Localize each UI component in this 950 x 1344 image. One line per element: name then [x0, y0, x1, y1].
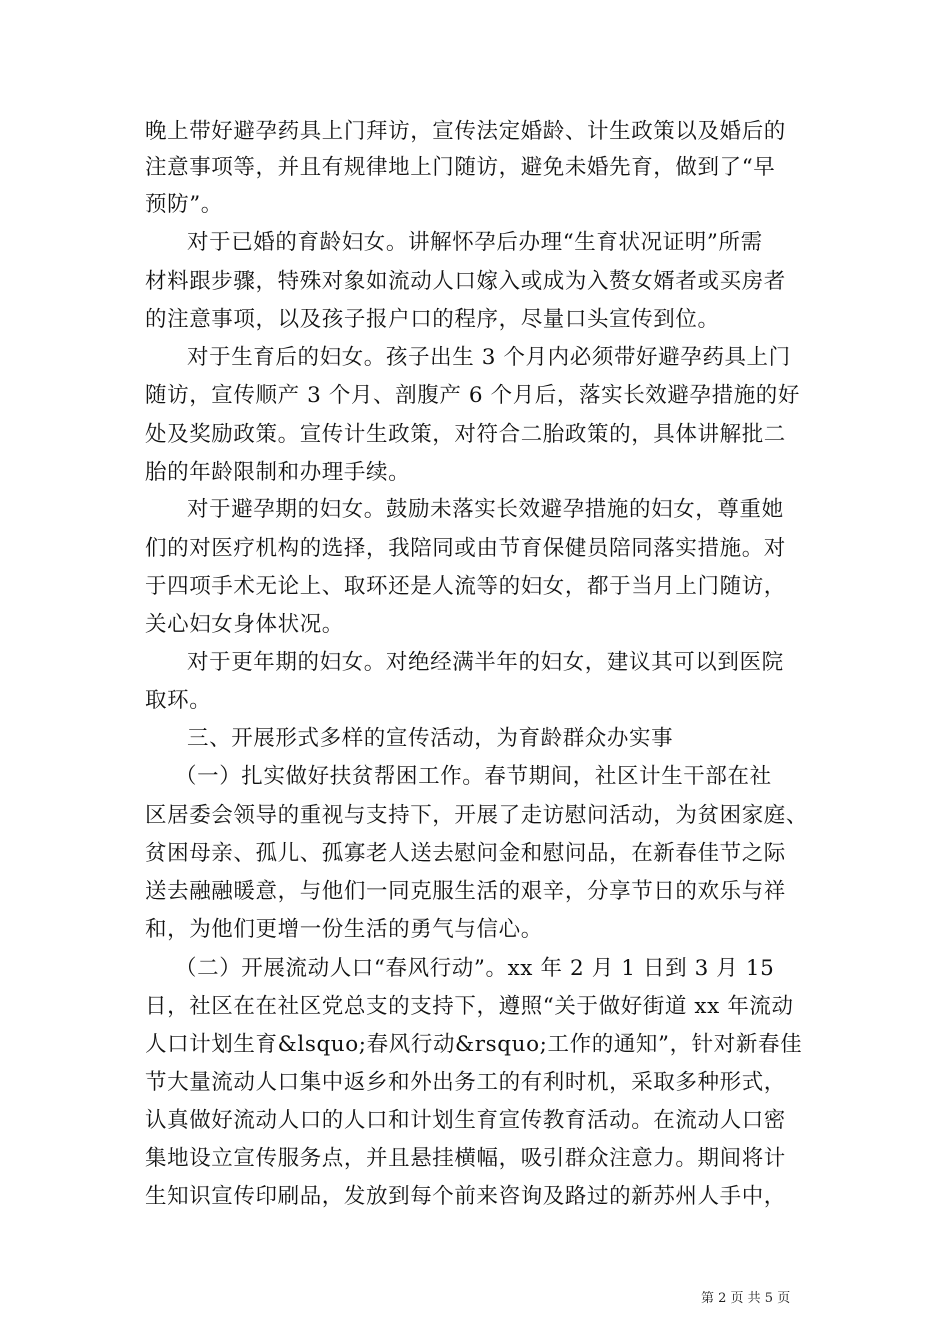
page-number-footer: 第 2 页 共 5 页 [701, 1291, 791, 1306]
text-line: 的注意事项，以及孩子报户口的程序，尽量口头宣传到位。 [145, 307, 720, 332]
text-line: 随访，宣传顺产 3 个月、剖腹产 6 个月后，落实长效避孕措施的好 [145, 383, 800, 408]
text-line: 于四项手术无论上、取环还是人流等的妇女，都于当月上门随访， [145, 574, 786, 599]
text-line: 节大量流动人口集中返乡和外出务工的有利时机，采取多种形式， [145, 1070, 786, 1095]
text-line: 注意事项等，并且有规律地上门随访，避免未婚先育，做到了“早 [145, 155, 776, 180]
paragraph-start-line: 对于生育后的妇女。孩子出生 3 个月内必须带好避孕药具上门 [187, 345, 791, 370]
text-line: 预防”。 [145, 192, 223, 217]
text-line: 们的对医疗机构的选择，我陪同或由节育保健员陪同落实措施。对 [145, 536, 786, 561]
text-line: 送去融融暖意，与他们一同克服生活的艰辛，分享节日的欢乐与祥 [145, 879, 786, 904]
text-line: 生知识宣传印刷品，发放到每个前来咨询及路过的新苏州人手中， [145, 1184, 786, 1209]
text-line: 和，为他们更增一份生活的勇气与信心。 [145, 917, 543, 942]
text-line: 胎的年龄限制和办理手续。 [145, 460, 411, 485]
text-line: 处及奖励政策。宣传计生政策，对符合二胎政策的，具体讲解批二 [145, 422, 786, 447]
paragraph-start-line: 对于已婚的育龄妇女。讲解怀孕后办理“生育状况证明”所需 [187, 230, 763, 255]
text-line: 贫困母亲、孤儿、孤寡老人送去慰问金和慰问品，在新春佳节之际 [145, 841, 786, 866]
text-line: 关心妇女身体状况。 [145, 612, 344, 637]
section-heading: 三、开展形式多样的宣传活动，为育龄群众办实事 [187, 726, 674, 751]
text-line: 材料跟步骤，特殊对象如流动人口嫁入或成为入赘女婿者或买房者 [145, 269, 786, 294]
paragraph-start-line: 对于更年期的妇女。对绝经满半年的妇女，建议其可以到医院 [187, 650, 784, 675]
text-line: 认真做好流动人口的人口和计划生育宣传教育活动。在流动人口密 [145, 1108, 786, 1133]
paragraph-start-line: （一）扎实做好扶贫帮困工作。春节期间，社区计生干部在社 [175, 764, 772, 789]
paragraph-start-line: 对于避孕期的妇女。鼓励未落实长效避孕措施的妇女，尊重她 [187, 497, 784, 522]
text-line: 日，社区在在社区党总支的支持下，遵照“关于做好街道 xx 年流动 [145, 994, 794, 1019]
text-line: 区居委会领导的重视与支持下，开展了走访慰问活动，为贫困家庭、 [145, 803, 809, 828]
text-line: 人口计划生育&lsquo;春风行动&rsquo;工作的通知”，针对新春佳 [145, 1032, 803, 1057]
paragraph-start-line: （二）开展流动人口“春风行动”。xx 年 2 月 1 日到 3 月 15 [175, 956, 775, 981]
text-line: 晚上带好避孕药具上门拜访，宣传法定婚龄、计生政策以及婚后的 [145, 119, 786, 144]
text-line: 取环。 [145, 688, 212, 713]
text-line: 集地设立宣传服务点，并且悬挂横幅，吸引群众注意力。期间将计 [145, 1146, 786, 1171]
